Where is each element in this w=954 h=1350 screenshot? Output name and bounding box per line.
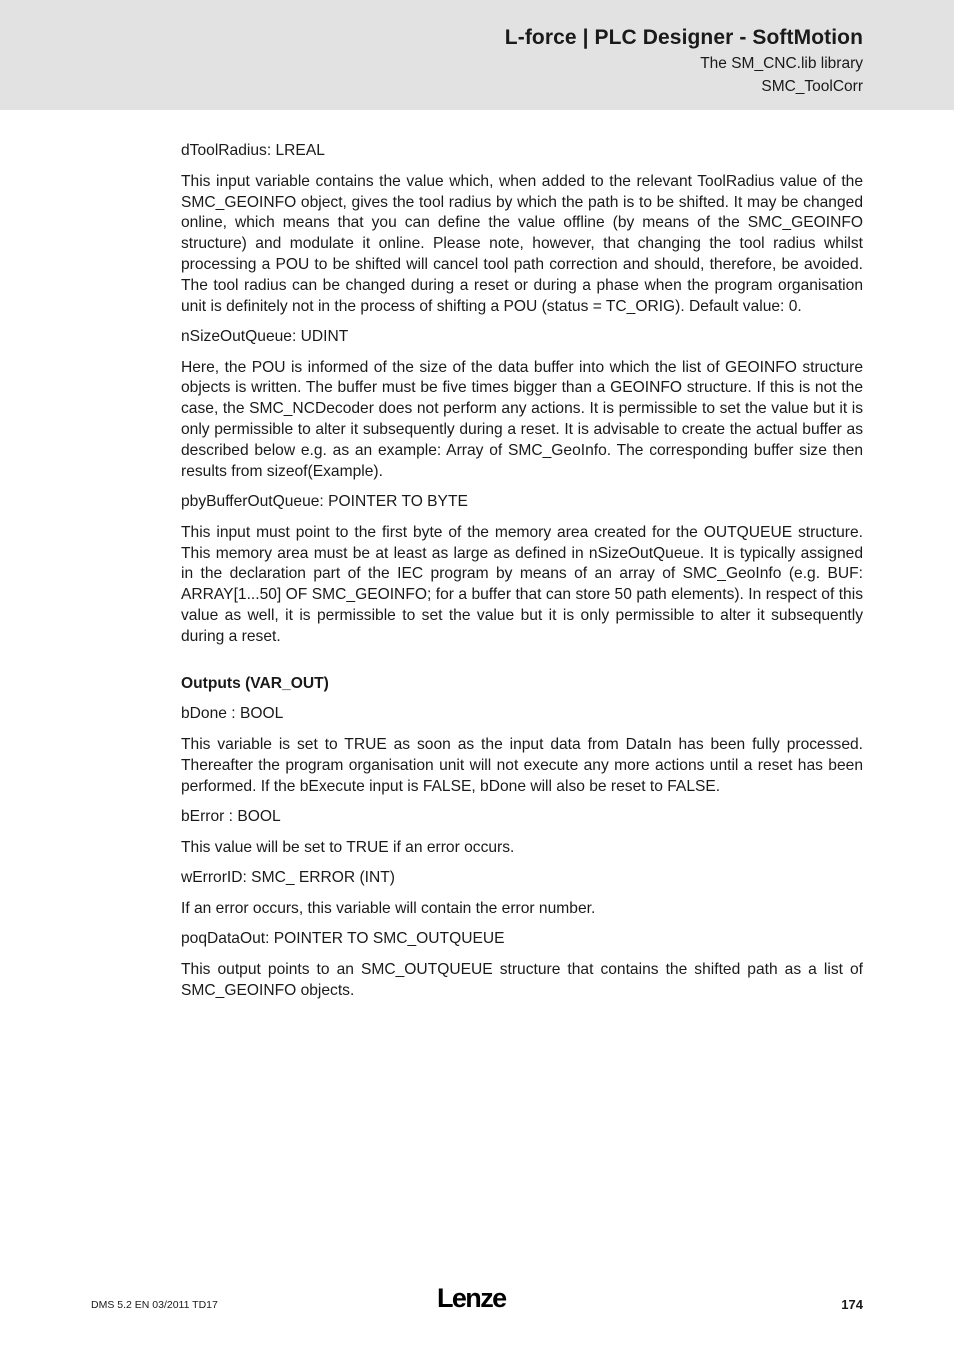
outputs-heading: Outputs (VAR_OUT): [181, 674, 329, 692]
page-content: [181, 141, 863, 1011]
output-term-berror: bError : BOOL: [181, 808, 281, 826]
input-description-dtoolradius: This input variable contains the value which, when added to the relevant ToolRadius value of the SMC_GEOINFO object, gives the tool radius by which the path is to be shifted. It may be changed online, which means that you can define the value offline (by means of the SMC_GEOINFO structure) and modulate it online. Please note, however, that changing the tool radius whilst processing a POU to be shifted will cancel tool path correction and should, therefore, be avoided. The tool radius can be changed during a reset or during a phase when the program organisation unit is definitely not in the process of shifting a POU (status = TC_ORIG). Default value: 0.: [181, 172, 863, 315]
output-term-werrorid: wErrorID: SMC_ ERROR (INT): [181, 869, 395, 887]
output-description-poqdataout: This output points to an SMC_OUTQUEUE structure that contains the shifted path as a list of SMC_GEOINFO objects.: [181, 961, 863, 999]
output-description-werrorid: If an error occurs, this variable will contain the error number.: [181, 899, 596, 917]
output-description-bdone: This variable is set to TRUE as soon as the input data from DataIn has been fully processed. Thereafter the program organisation unit will not execute any more actions until a reset has been performed. If the bExecute input is FALSE, bDone will also be reset to FALSE.: [181, 736, 863, 795]
input-term-pbybufferoutqueue: pbyBufferOutQueue: POINTER TO BYTE: [181, 492, 468, 510]
chapter-title: The SM_CNC.lib library: [700, 55, 863, 72]
lenze-logo: Lenze: [437, 1283, 506, 1313]
output-term-poqdataout: poqDataOut: POINTER TO SMC_OUTQUEUE: [181, 930, 505, 948]
footer-document-id: DMS 5.2 EN 03/2011 TD17: [91, 1299, 218, 1311]
page-header: [0, 0, 954, 110]
document-title: L-force | PLC Designer - SoftMotion: [504, 26, 863, 49]
input-term-nsizeoutqueue: nSizeOutQueue: UDINT: [181, 327, 349, 345]
output-term-bdone: bDone : BOOL: [181, 705, 284, 723]
page-number: 174: [841, 1297, 863, 1312]
section-title: SMC_ToolCorr: [761, 78, 863, 95]
output-description-berror: This value will be set to TRUE if an error occurs.: [181, 838, 515, 856]
input-description-pbybufferoutqueue: This input must point to the first byte of the memory area created for the OUTQUEUE structure. This memory area must be at least as large as defined in nSizeOutQueue. It is typically assigned in the declaration part of the IEC program by means of an array of SMC_GeoInfo (e.g. BUF: ARRAY[1...50] OF SMC_GEOINFO; for a buffer that can store 50 path elements). In respect of this value as well, it is permissible to set the value but it is only permissible to alter it subsequently during a reset.: [181, 523, 863, 645]
input-term-dtoolradius: dToolRadius: LREAL: [181, 142, 325, 159]
input-description-nsizeoutqueue: Here, the POU is informed of the size of the data buffer into which the list of GEOINFO structure objects is written. The buffer must be five times bigger than a GEOINFO structure. If this is not the case, the SMC_NCDecoder does not perform any actions. It is permissible to set the value but it is only permissible to alter it subsequently during a reset. It is advisable to create the actual buffer as described below e.g. as an example: Array of SMC_GeoInfo. The corresponding buffer size then results from sizeof(Example).: [181, 358, 863, 480]
